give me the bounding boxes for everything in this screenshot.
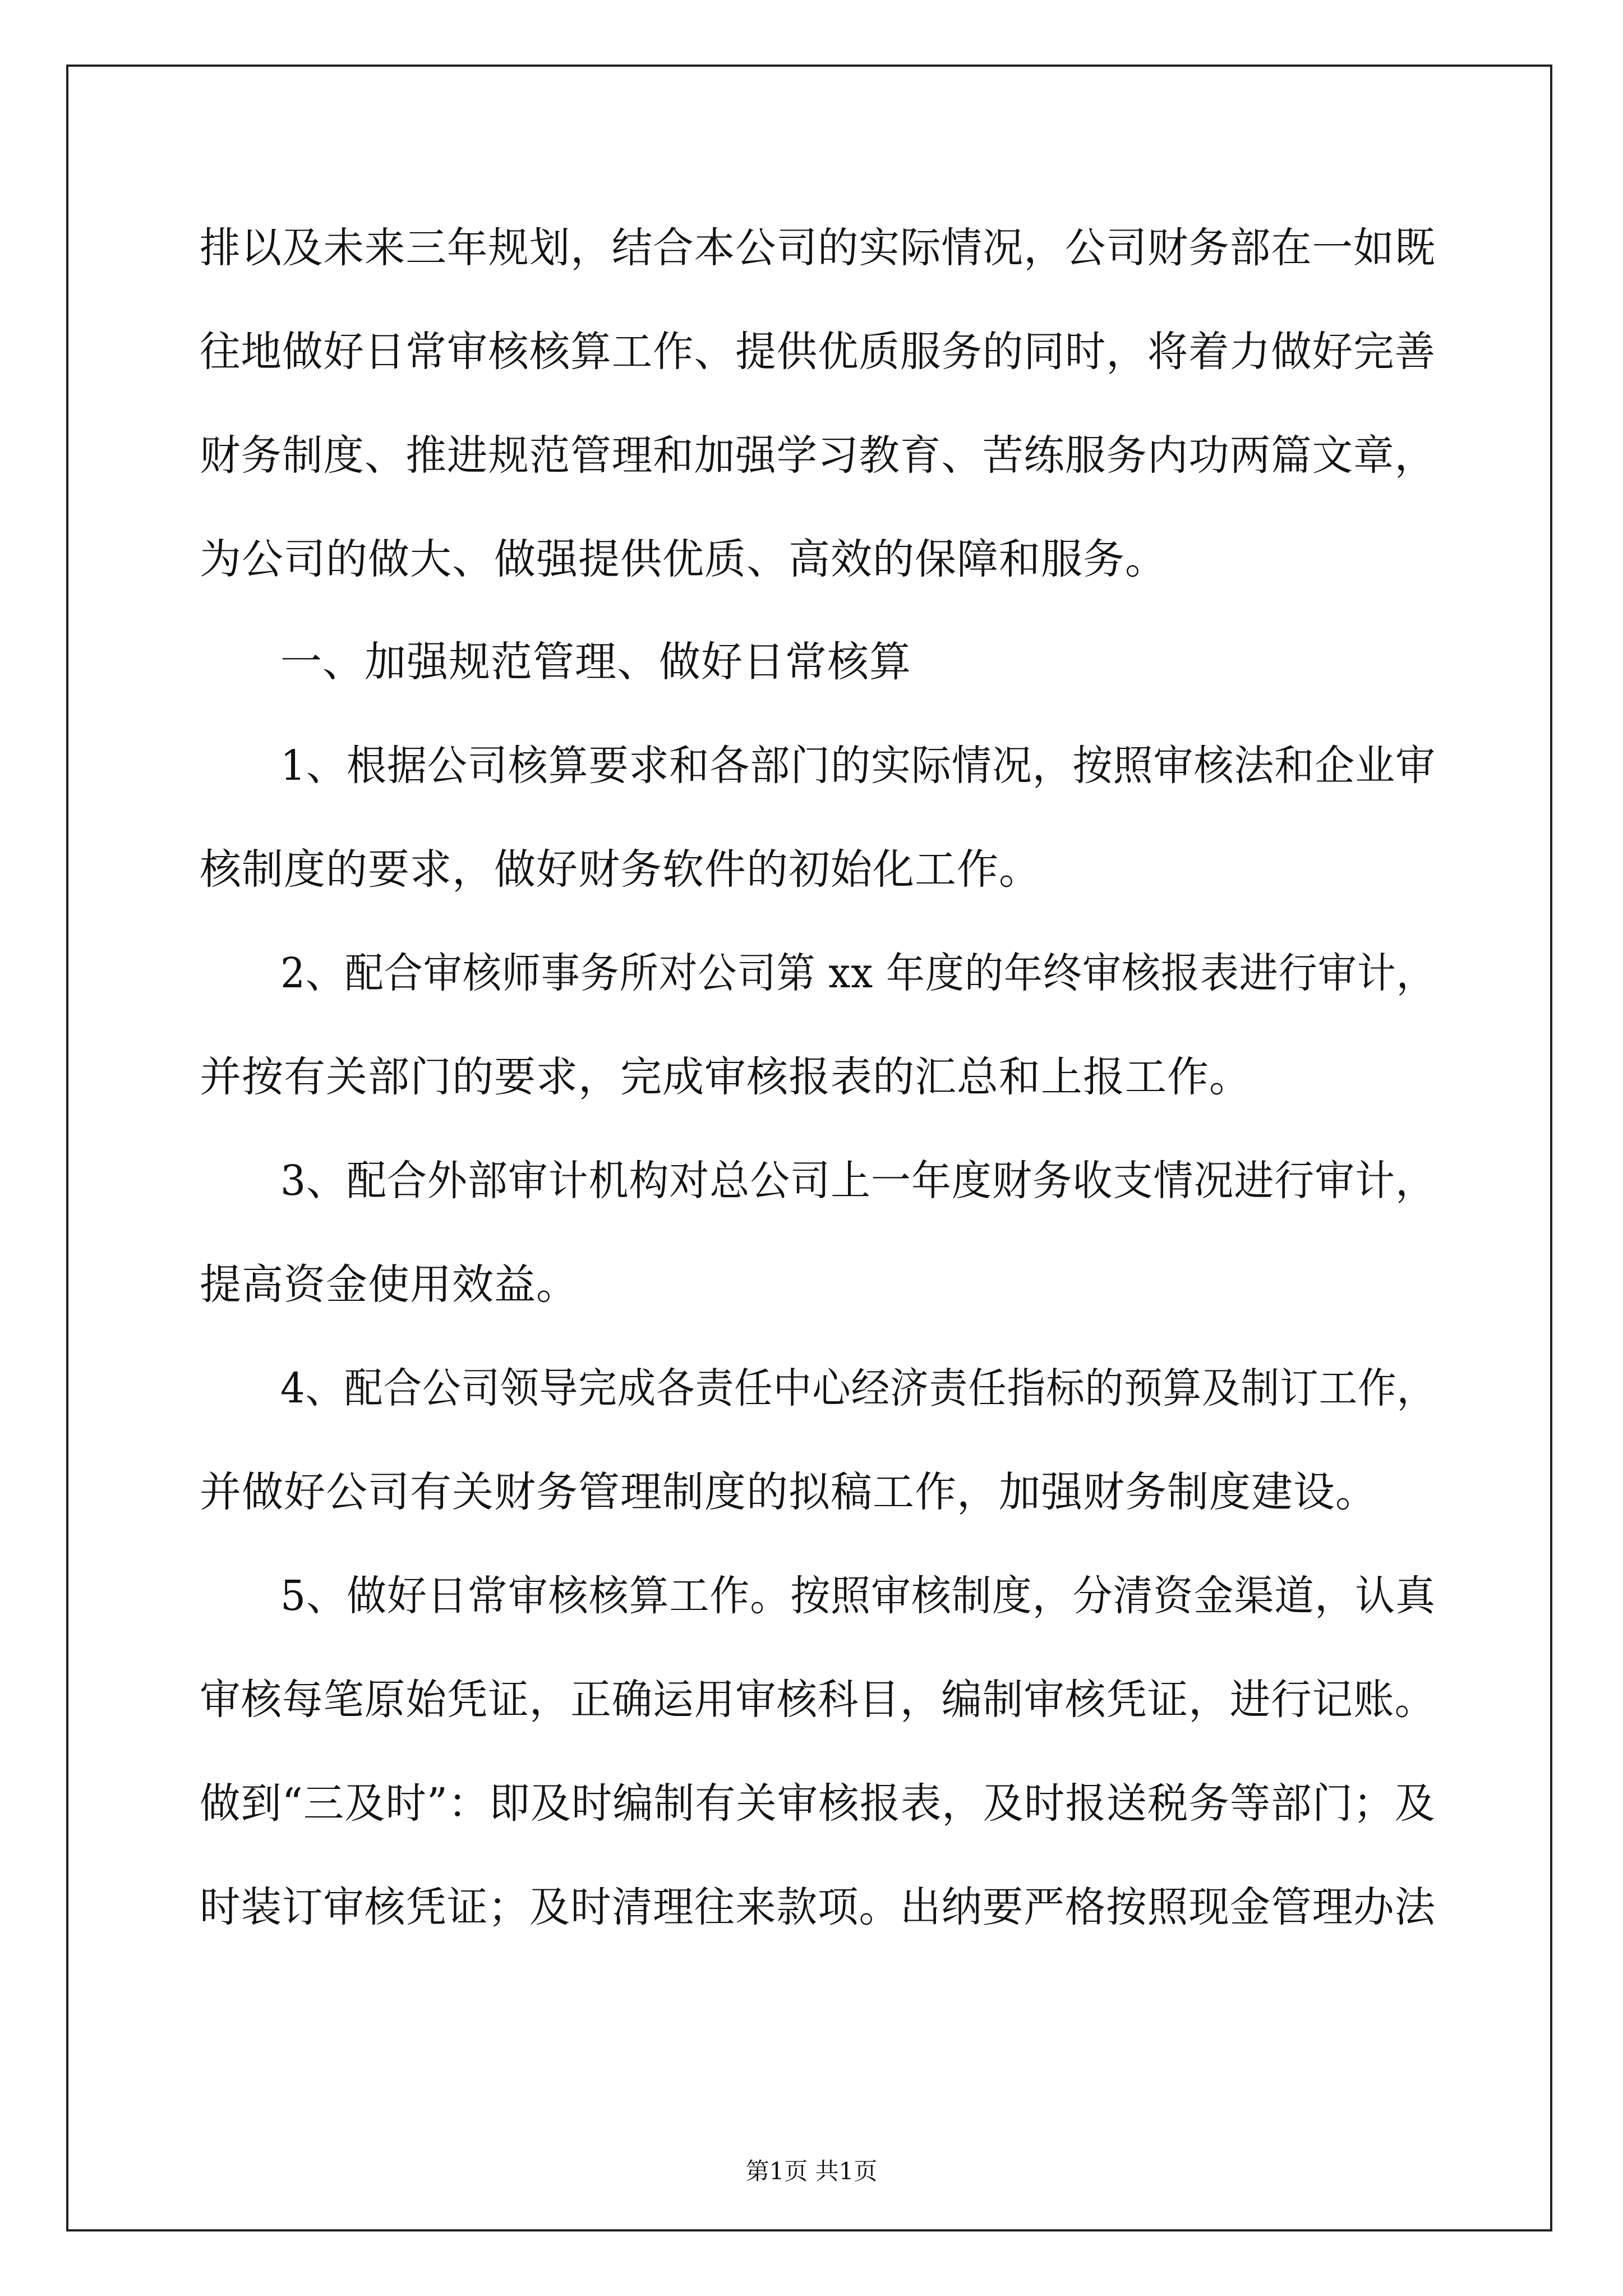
text-line: 5、做好日常审核核算工作。按照审核制度，分清资金渠道，认真 [280,1572,1436,1620]
text-line: 排以及未来三年规划，结合本公司的实际情况，公司财务部在一如既 [200,224,1436,272]
text-line: 提高资金使用效益。 [200,1260,578,1309]
text-line: 审核每笔原始凭证，正确运用审核科目，编制审核凭证，进行记账。 [200,1676,1436,1724]
text-line: 财务制度、推进规范管理和加强学习教育、苦练服务内功两篇文章， [200,431,1436,480]
text-line: 并做好公司有关财务管理制度的拟稿工作，加强财务制度建设。 [200,1468,1377,1516]
text-line: 2、配合审核师事务所对公司第 xx 年度的年终审核报表进行审计， [280,949,1436,997]
text-line: 1、根据公司核算要求和各部门的实际情况，按照审核法和企业审 [280,742,1436,790]
text-line: 并按有关部门的要求，完成审核报表的汇总和上报工作。 [200,1053,1251,1101]
text-line: 为公司的做大、做强提供优质、高效的保障和服务。 [200,535,1167,583]
text-line: 往地做好日常审核核算工作、提供优质服务的同时，将着力做好完善 [200,328,1436,376]
text-line: 4、配合公司领导完成各责任中心经济责任指标的预算及制订工作， [280,1364,1436,1412]
text-line: 时装订审核凭证；及时清理往来款项。出纳要严格按照现金管理办法 [200,1883,1436,1931]
text-line: 3、配合外部审计机构对总公司上一年度财务收支情况进行审计， [280,1157,1436,1205]
section-heading: 一、加强规范管理、做好日常核算 [280,638,911,686]
page-number-footer: 第1页 共1页 [745,2157,878,2185]
text-line: 核制度的要求，做好财务软件的初始化工作。 [200,845,1041,894]
text-line: 做到“三及时”：即及时编制有关审核报表，及时报送税务等部门；及 [200,1779,1436,1828]
